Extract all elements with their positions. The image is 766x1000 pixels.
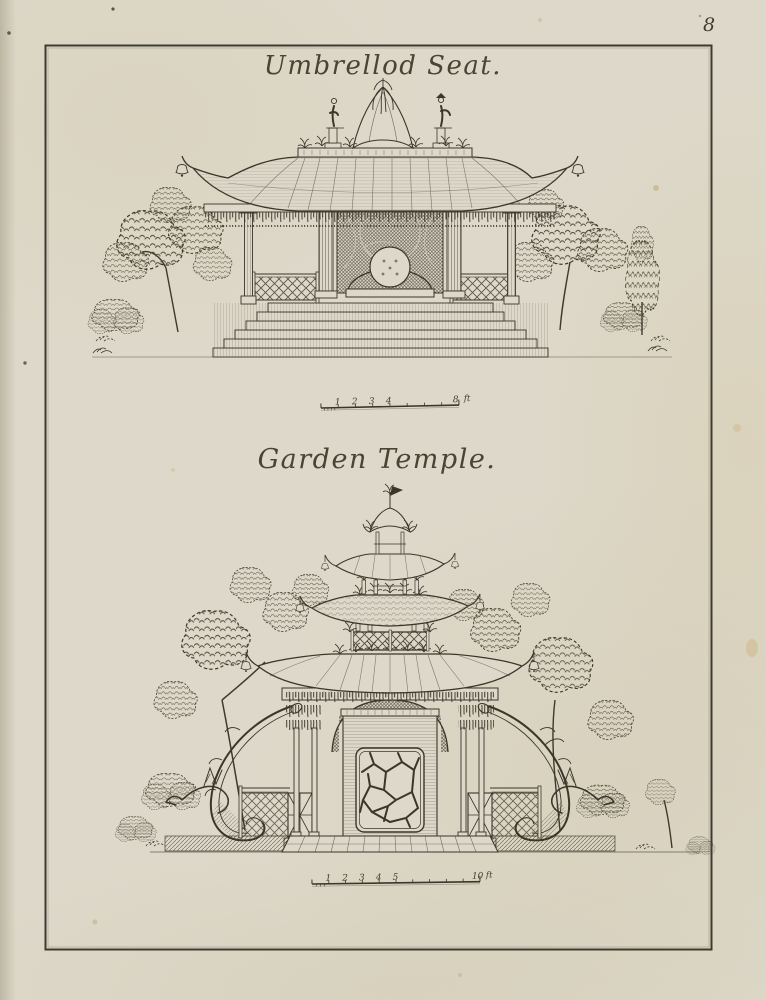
temple-floor: [282, 836, 498, 852]
umbrella-roof: [182, 156, 578, 211]
scale-bar-top: [321, 394, 471, 411]
scale-label: 2: [342, 873, 349, 884]
scale-label: 1: [325, 873, 332, 884]
scale-label: 3: [358, 873, 365, 884]
scale-label: 8: [452, 395, 459, 406]
page-gutter-shadow: [0, 0, 16, 1000]
ice-ray-lattice-panel: [356, 748, 424, 832]
scale-unit: ft: [485, 870, 493, 881]
steps: [213, 303, 548, 357]
roof-crown: [298, 78, 472, 157]
scale-label: 1: [334, 397, 341, 408]
scale-unit: ft: [463, 393, 471, 405]
scale-label: 4: [385, 396, 392, 407]
scale-label: 4: [375, 873, 382, 884]
statue-left: [325, 98, 344, 148]
figure-title-umbrelloed-seat: Umbrellod Seat.: [263, 51, 503, 81]
main-roof-fringe: [286, 692, 494, 705]
scale-bar-bottom: [312, 870, 493, 886]
scale-label: 2: [351, 397, 358, 408]
scale-label: 5: [392, 872, 399, 883]
figure-title-garden-temple: Garden Temple.: [257, 444, 497, 475]
pavilion-body: [332, 700, 448, 836]
figure-umbrelloed-seat: [88, 51, 672, 357]
statue-right: [433, 93, 452, 148]
figure-garden-temple: [115, 444, 715, 855]
plate-number: 8: [703, 14, 716, 36]
lantern-spire: [363, 484, 417, 554]
tier3-roof: [325, 553, 455, 580]
scale-label: 3: [368, 396, 375, 407]
scale-label: 10: [471, 871, 484, 882]
